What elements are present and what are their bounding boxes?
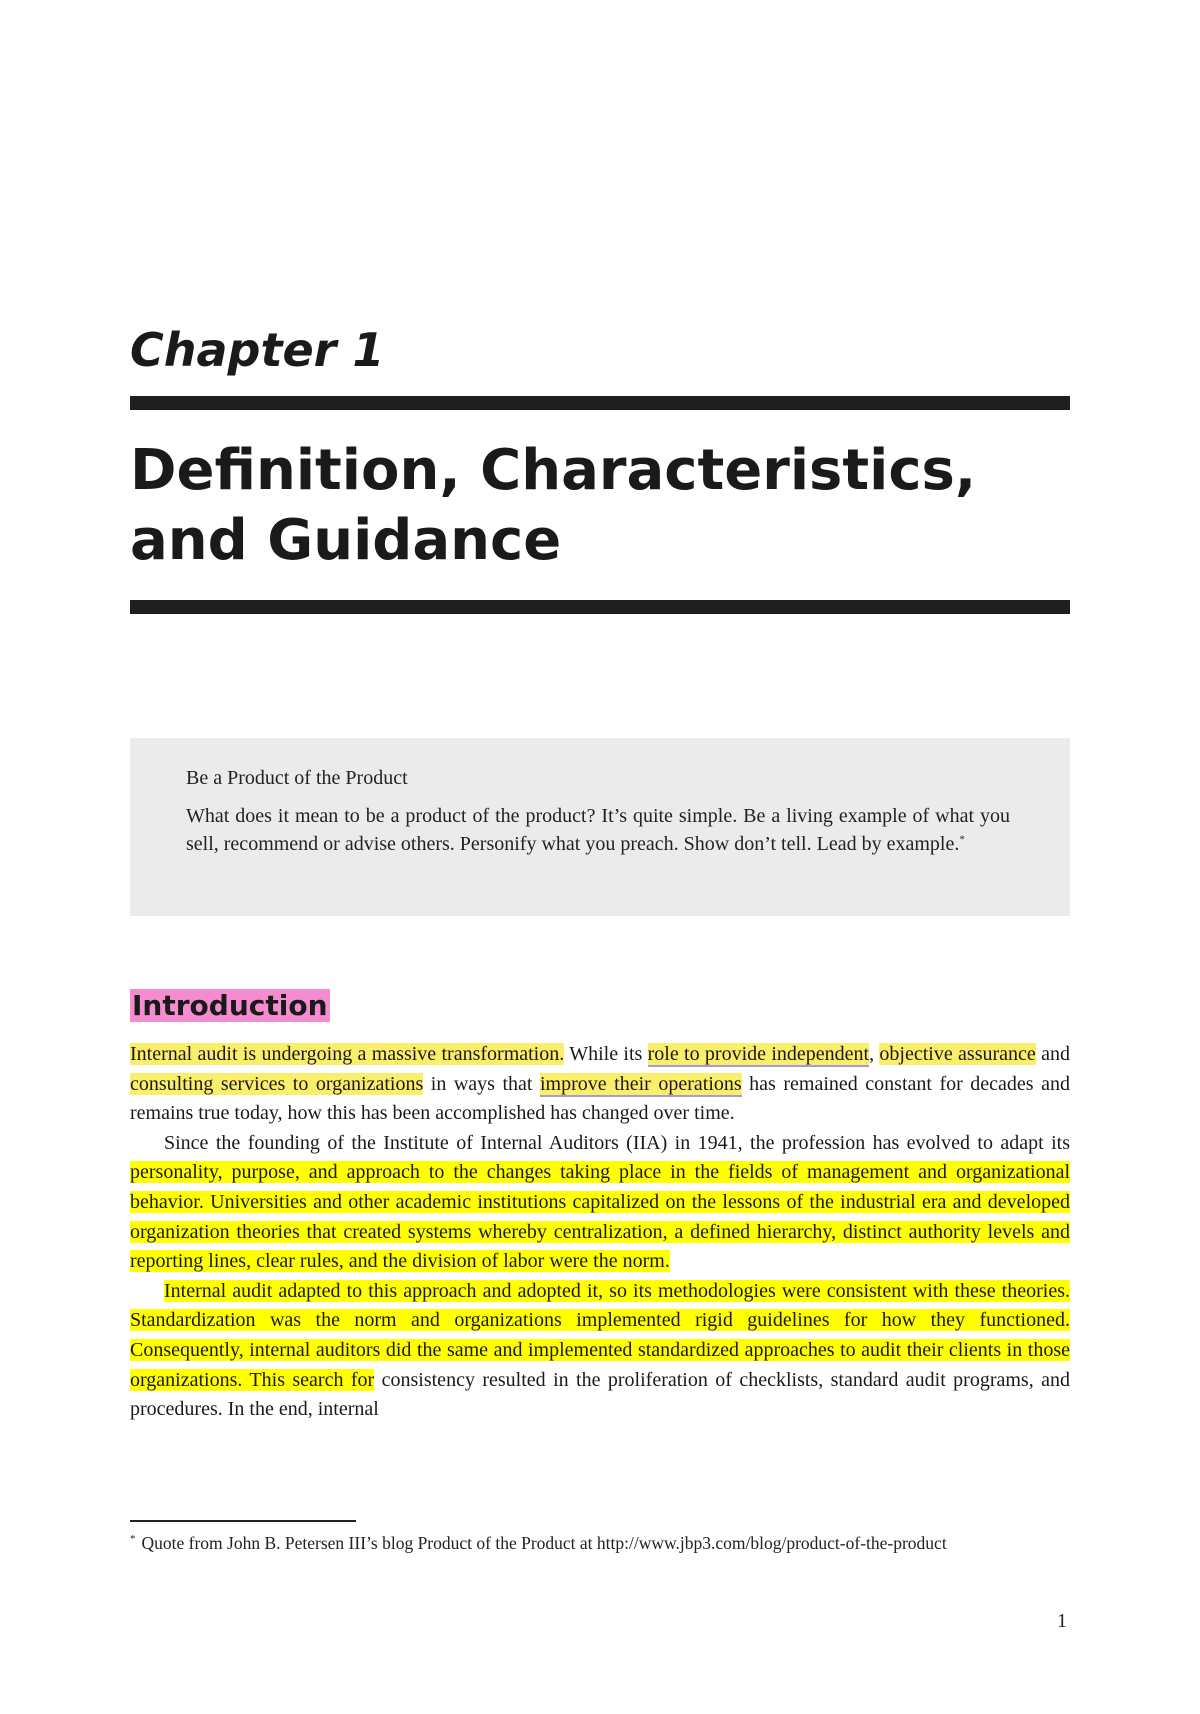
highlight-underline-segment: improve their operations (540, 1072, 742, 1095)
epigraph-box (130, 738, 1070, 916)
page-number: 1 (1057, 1610, 1067, 1632)
footnote-reference[interactable]: * (959, 833, 965, 846)
highlight-segment: objective assurance (879, 1043, 1036, 1065)
highlight-underline-segment: role to provide independent (647, 1043, 870, 1065)
paragraph-3 (130, 1277, 1070, 1425)
epigraph-title: Be a Product of the Product (186, 767, 408, 789)
epigraph-text: What does it mean to be a product of the product? It’s quite simple. Be a living example of what you sell, recommend or advise others. Personify what you preach. Show don’t tell. Lead by example. (186, 805, 1010, 855)
chapter-rule-bottom (130, 600, 1070, 614)
paragraph-2 (130, 1129, 1070, 1277)
chapter-title (130, 436, 1070, 576)
paragraph-1 (130, 1040, 1070, 1129)
footnote (130, 1530, 1070, 1556)
chapter-title-line-1: Definition, Characteristics, (130, 438, 977, 503)
section-heading (130, 988, 330, 1024)
body-text (130, 1040, 1070, 1425)
footnote-text: Quote from John B. Petersen III’s blog Product of the Product at http://www.jbp3.com/blog/product-of-the-product (141, 1533, 947, 1553)
text-segment: and (1035, 1043, 1070, 1065)
text-segment: in ways that (423, 1072, 540, 1095)
highlight-segment: Internal audit adapted to this approach and adopted it, so its methodologies were consistent with these theories. Standardization was the norm and organizations implemented rigid guidelines for how they functioned. Consequently, internal auditors did the same and implemented standardized approaches to audit their clients in those organizations. This search for (130, 1279, 1070, 1391)
text-segment: While its (564, 1043, 648, 1065)
text-segment: Since the founding of the Institute of Internal Auditors (IIA) in 1941, the profession has evolved to adapt its (164, 1131, 1070, 1154)
highlight-segment: personality, purpose, and approach to the changes taking place in the fields of management and organizational behavior. Universities and other academic institutions capitalized on the lessons of the industrial era and developed organization theories that created systems whereby centralization, a defined hierarchy, distinct authority levels and reporting lines, clear rules, and the division of labor were the norm. (130, 1161, 1070, 1273)
text-segment: consistency resulted in the proliferation of checklists, standard audit programs, and procedures. In the end, internal (130, 1368, 1070, 1421)
text-segment: , (869, 1043, 880, 1065)
chapter-label: Chapter 1 (130, 323, 385, 377)
section-heading-highlight: Introduction (132, 989, 328, 1022)
footnote-mark: * (130, 1533, 136, 1546)
highlight-segment: consulting services to organizations (130, 1072, 424, 1095)
chapter-rule-top (130, 396, 1070, 410)
footnote-rule (130, 1520, 356, 1522)
epigraph-body (186, 802, 1010, 858)
text-segment: has remained constant for decades and remains true today, how this has been accomplished has changed over time. (130, 1072, 1070, 1125)
chapter-title-line-2: and Guidance (130, 508, 562, 573)
highlight-segment: Internal audit is undergoing a massive transformation. (130, 1043, 565, 1065)
